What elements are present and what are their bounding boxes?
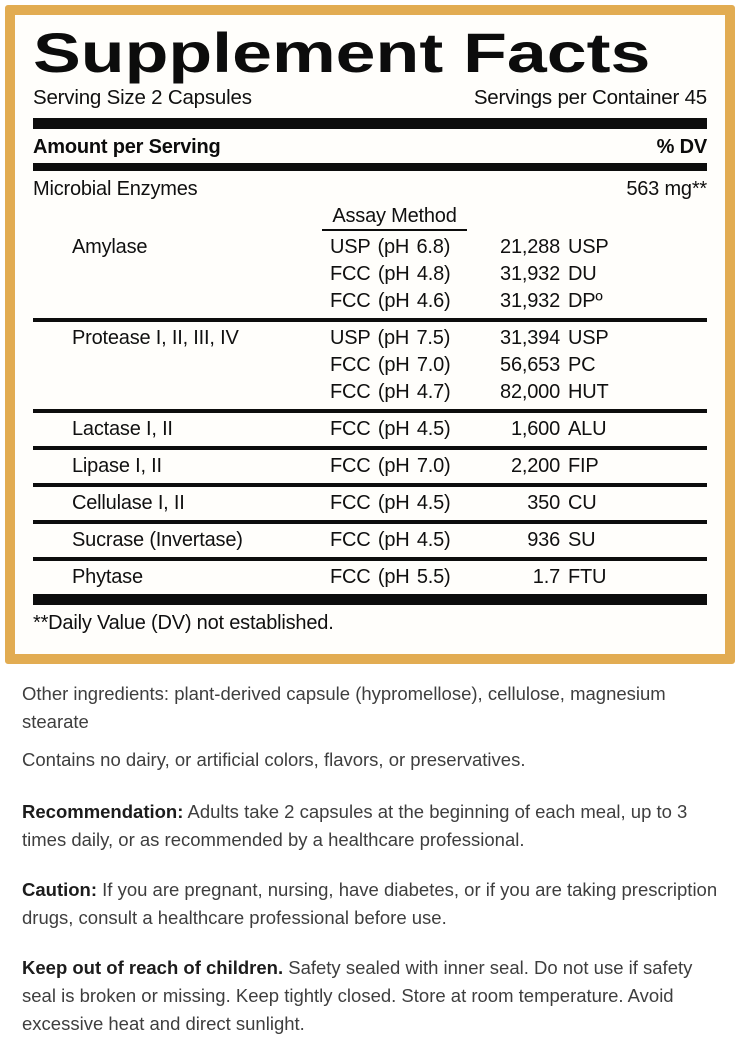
- assay-method: FCC (pH 7.0): [330, 354, 451, 376]
- row-divider: [33, 318, 707, 322]
- thick-rule-bottom: [33, 594, 707, 605]
- assay-method: FCC (pH 7.0): [330, 455, 451, 477]
- assay-method: FCC (pH 4.5): [330, 492, 451, 514]
- serving-row: [33, 85, 707, 111]
- microbial-enzymes-row: [33, 174, 707, 204]
- enzyme-group-amylase: [33, 234, 707, 315]
- enzyme-amount: [470, 352, 707, 379]
- assay-method: FCC (pH 4.5): [330, 529, 451, 551]
- recommendation-label: Recommendation:: [22, 801, 184, 822]
- column-header-row: [33, 132, 707, 163]
- other-ingredients: Other ingredients: plant-derived capsule (hypromellose), cellulose, magnesium stearate: [22, 683, 666, 732]
- info-section: [0, 680, 739, 1038]
- recommendation-text: Adults take 2 capsules at the beginning of each meal, up to 3 times daily, or as recommended by a healthcare professional.: [22, 801, 688, 850]
- amount-unit: DU: [568, 263, 597, 285]
- amount-number: 82,000: [500, 381, 560, 403]
- enzyme-group-protease: [33, 325, 707, 406]
- assay-method: FCC (pH 5.5): [330, 566, 451, 588]
- thick-rule-top: [33, 118, 707, 129]
- amount-unit: FTU: [568, 566, 607, 588]
- amount-number: 31,932: [500, 263, 560, 285]
- amount-number: 31,932: [500, 290, 560, 312]
- amount-unit: CU: [568, 492, 597, 514]
- enzyme-row: [33, 453, 707, 480]
- amount-number: 56,653: [500, 354, 560, 376]
- row-divider: [33, 557, 707, 561]
- amount-number: 1,600: [510, 418, 560, 440]
- supplement-facts-panel: [5, 5, 735, 664]
- caution: [22, 876, 731, 932]
- enzyme-amount: [470, 261, 707, 288]
- child-safety: [22, 954, 731, 1038]
- amount-unit: USP: [568, 236, 609, 258]
- panel-title: Supplement Facts: [33, 21, 651, 84]
- enzyme-amount: [470, 325, 707, 352]
- child-safety-label: Keep out of reach of children.: [22, 957, 284, 978]
- assay-method: USP (pH 7.5): [330, 327, 451, 349]
- amount-unit: DPº: [568, 290, 603, 312]
- enzyme-amount: [470, 527, 707, 554]
- enzyme-row: [33, 564, 707, 591]
- row-divider: [33, 446, 707, 450]
- row-divider: [33, 483, 707, 487]
- amount-number: 31,394: [500, 327, 560, 349]
- assay-method: FCC (pH 4.7): [330, 381, 451, 403]
- enzyme-name: Cellulase I, II: [72, 492, 185, 514]
- enzyme-amount: [470, 234, 707, 261]
- assay-method: FCC (pH 4.5): [330, 418, 451, 440]
- enzyme-name: Lipase I, II: [72, 455, 162, 477]
- enzyme-amount: [470, 416, 707, 443]
- enzyme-amount: [470, 564, 707, 591]
- microbial-enzymes-name: Microbial Enzymes: [33, 178, 198, 200]
- microbial-enzymes-amount: 563 mg**: [626, 178, 707, 200]
- dv-header: % DV: [656, 136, 707, 158]
- enzyme-name: Amylase: [72, 236, 148, 258]
- row-divider: [33, 520, 707, 524]
- amount-unit: PC: [568, 354, 596, 376]
- amount-number: 21,288: [500, 236, 560, 258]
- enzyme-name: Phytase: [72, 566, 143, 588]
- enzyme-amount: [470, 379, 707, 406]
- medium-rule: [33, 163, 707, 171]
- assay-header-line: [33, 204, 707, 234]
- assay-method: USP (pH 6.8): [330, 236, 451, 258]
- enzyme-row: [33, 325, 707, 352]
- assay-method-header: Assay Method: [322, 204, 467, 231]
- caution-text: If you are pregnant, nursing, have diabetes, or if you are taking prescription drugs, consult a healthcare professional before use.: [22, 879, 718, 928]
- enzyme-name: Lactase I, II: [72, 418, 173, 440]
- amount-unit: ALU: [568, 418, 607, 440]
- enzyme-name: Protease I, II, III, IV: [72, 327, 239, 349]
- assay-method: FCC (pH 4.6): [330, 290, 451, 312]
- enzyme-amount: [470, 453, 707, 480]
- amount-unit: FIP: [568, 455, 599, 477]
- recommendation: [22, 798, 731, 854]
- caution-label: Caution:: [22, 879, 98, 900]
- amount-unit: SU: [568, 529, 596, 551]
- assay-method: FCC (pH 4.8): [330, 263, 451, 285]
- amount-number: 350: [527, 492, 560, 514]
- row-divider: [33, 409, 707, 413]
- amount-number: 936: [527, 529, 560, 551]
- amount-number: 2,200: [510, 455, 560, 477]
- amount-unit: USP: [568, 327, 609, 349]
- dv-footnote: **Daily Value (DV) not established.: [33, 612, 334, 634]
- enzyme-amount: [470, 288, 707, 315]
- enzyme-name: Sucrase (Invertase): [72, 529, 243, 551]
- amount-unit: HUT: [568, 381, 609, 403]
- enzyme-row: [33, 527, 707, 554]
- amount-number: 1.7: [532, 566, 560, 588]
- enzyme-row: [33, 416, 707, 443]
- enzyme-row: [33, 288, 707, 315]
- enzyme-row: [33, 352, 707, 379]
- serving-size: Serving Size 2 Capsules: [33, 86, 252, 109]
- supplement-label-page: [0, 5, 739, 1034]
- amount-per-serving-header: Amount per Serving: [33, 136, 221, 158]
- enzyme-row: [33, 490, 707, 517]
- enzyme-row: [33, 261, 707, 288]
- child-safety-text: Safety sealed with inner seal. Do not use if safety seal is broken or missing. Keep tightly closed. Store at room temperature. Avoid excessive heat and direct sunlight.: [22, 957, 693, 1034]
- contains-statement: Contains no dairy, or artificial colors, flavors, or preservatives.: [22, 749, 526, 770]
- enzyme-amount: [470, 490, 707, 517]
- enzyme-row: [33, 379, 707, 406]
- enzyme-row: [33, 234, 707, 261]
- servings-per-container: Servings per Container 45: [473, 86, 707, 109]
